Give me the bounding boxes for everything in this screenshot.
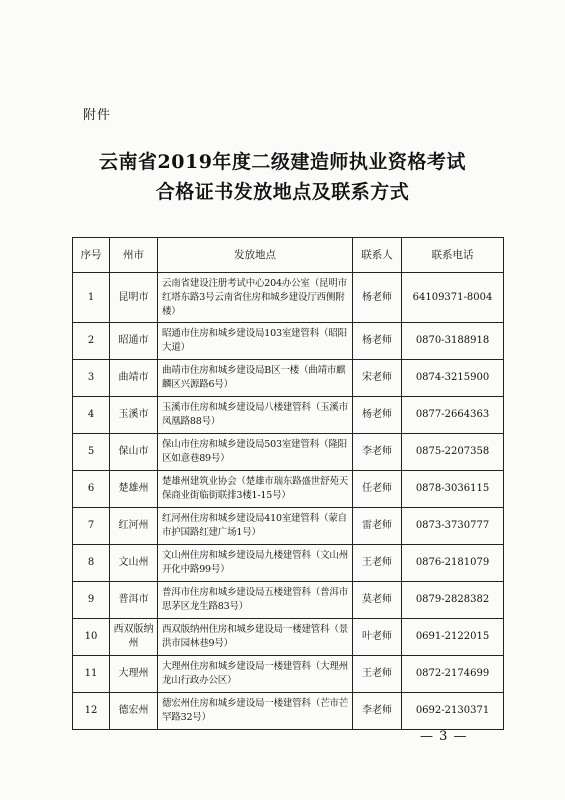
table-row — [73, 434, 504, 471]
row-phone: 0870-3188918 — [402, 323, 504, 360]
row-city: 德宏州 — [110, 693, 158, 730]
row-address: 普洱市住房和城乡建设局五楼建管科（普洱市思茅区龙生路83号） — [158, 582, 353, 619]
row-no: 9 — [73, 582, 110, 619]
row-address: 云南省建设注册考试中心204办公室（昆明市红塔东路3号云南省住房和城乡建设厅西侧附楼） — [158, 273, 353, 323]
row-contact: 李老师 — [353, 693, 402, 730]
row-address: 楚雄州建筑业协会（楚雄市瑞东路盛世舒苑天保商业街临街联排3楼1-15号） — [158, 471, 353, 508]
document-title-line-1: 云南省2019年度二级建造师执业资格考试 — [99, 151, 466, 173]
row-contact: 莫老师 — [353, 582, 402, 619]
row-address: 玉溪市住房和城乡建设局八楼建管科（玉溪市凤凰路88号） — [158, 397, 353, 434]
row-no: 1 — [73, 273, 110, 323]
table-row — [73, 545, 504, 582]
row-city: 昆明市 — [110, 273, 158, 323]
header-phone: 联系电话 — [402, 238, 504, 273]
row-city: 昭通市 — [110, 323, 158, 360]
row-city: 保山市 — [110, 434, 158, 471]
row-phone: 0692-2130371 — [402, 693, 504, 730]
row-city: 普洱市 — [110, 582, 158, 619]
row-phone: 0878-3036115 — [402, 471, 504, 508]
row-city: 红河州 — [110, 508, 158, 545]
table-row — [73, 656, 504, 693]
header-address: 发放地点 — [158, 238, 353, 273]
row-city: 文山州 — [110, 545, 158, 582]
row-contact: 李老师 — [353, 434, 402, 471]
row-phone: 0872-2174699 — [402, 656, 504, 693]
table-row — [73, 619, 504, 656]
row-no: 7 — [73, 508, 110, 545]
row-phone: 0875-2207358 — [402, 434, 504, 471]
document-title-line-2: 合格证书发放地点及联系方式 — [155, 181, 410, 203]
table-row — [73, 582, 504, 619]
row-address: 曲靖市住房和城乡建设局B区一楼（曲靖市麒麟区兴源路6号） — [158, 360, 353, 397]
header-contact: 联系人 — [353, 238, 402, 273]
table-header-row — [73, 238, 504, 273]
attachment-label: 附件 — [83, 108, 112, 123]
row-address: 德宏州住房和城乡建设局一楼建管科（芒市芒罕路32号） — [158, 693, 353, 730]
row-address: 保山市住房和城乡建设局503室建管科（隆阳区如意巷89号） — [158, 434, 353, 471]
row-no: 10 — [73, 619, 110, 656]
row-no: 11 — [73, 656, 110, 693]
table-row — [73, 360, 504, 397]
row-city: 楚雄州 — [110, 471, 158, 508]
row-contact: 雷老师 — [353, 508, 402, 545]
row-city: 大理州 — [110, 656, 158, 693]
row-no: 6 — [73, 471, 110, 508]
row-address: 文山州住房和城乡建设局九楼建管科（文山州开化中路99号） — [158, 545, 353, 582]
row-city: 曲靖市 — [110, 360, 158, 397]
table-row — [73, 397, 504, 434]
table-row — [73, 273, 504, 323]
row-phone: 0879-2828382 — [402, 582, 504, 619]
row-contact: 杨老师 — [353, 397, 402, 434]
table-row — [73, 323, 504, 360]
row-no: 3 — [73, 360, 110, 397]
row-address: 大理州住房和城乡建设局一楼建管科（大理州龙山行政办公区） — [158, 656, 353, 693]
row-contact: 叶老师 — [353, 619, 402, 656]
table-row — [73, 471, 504, 508]
row-no: 5 — [73, 434, 110, 471]
header-city: 州市 — [110, 238, 158, 273]
row-contact: 王老师 — [353, 656, 402, 693]
row-contact: 王老师 — [353, 545, 402, 582]
row-contact: 宋老师 — [353, 360, 402, 397]
row-address: 红河州住房和城乡建设局410室建管科（蒙自市护国路红建广场1号） — [158, 508, 353, 545]
row-city: 玉溪市 — [110, 397, 158, 434]
row-phone: 0873-3730777 — [402, 508, 504, 545]
row-phone: 0877-2664363 — [402, 397, 504, 434]
table-row — [73, 693, 504, 730]
row-no: 2 — [73, 323, 110, 360]
row-phone: 0691-2122015 — [402, 619, 504, 656]
row-no: 8 — [73, 545, 110, 582]
table-row — [73, 508, 504, 545]
row-phone: 0874-3215900 — [402, 360, 504, 397]
distribution-table — [72, 237, 504, 730]
row-contact: 任老师 — [353, 471, 402, 508]
row-phone: 64109371-8004 — [402, 273, 504, 323]
row-address: 西双版纳州住房和城乡建设局一楼建管科（景洪市园林巷9号） — [158, 619, 353, 656]
page-number: — 3 — — [420, 729, 468, 744]
header-no: 序号 — [73, 238, 110, 273]
row-phone: 0876-2181079 — [402, 545, 504, 582]
row-contact: 杨老师 — [353, 323, 402, 360]
row-no: 4 — [73, 397, 110, 434]
row-contact: 杨老师 — [353, 273, 402, 323]
row-no: 12 — [73, 693, 110, 730]
row-address: 昭通市住房和城乡建设局103室建管科（昭阳大道） — [158, 323, 353, 360]
row-city: 西双版纳州 — [110, 619, 158, 656]
